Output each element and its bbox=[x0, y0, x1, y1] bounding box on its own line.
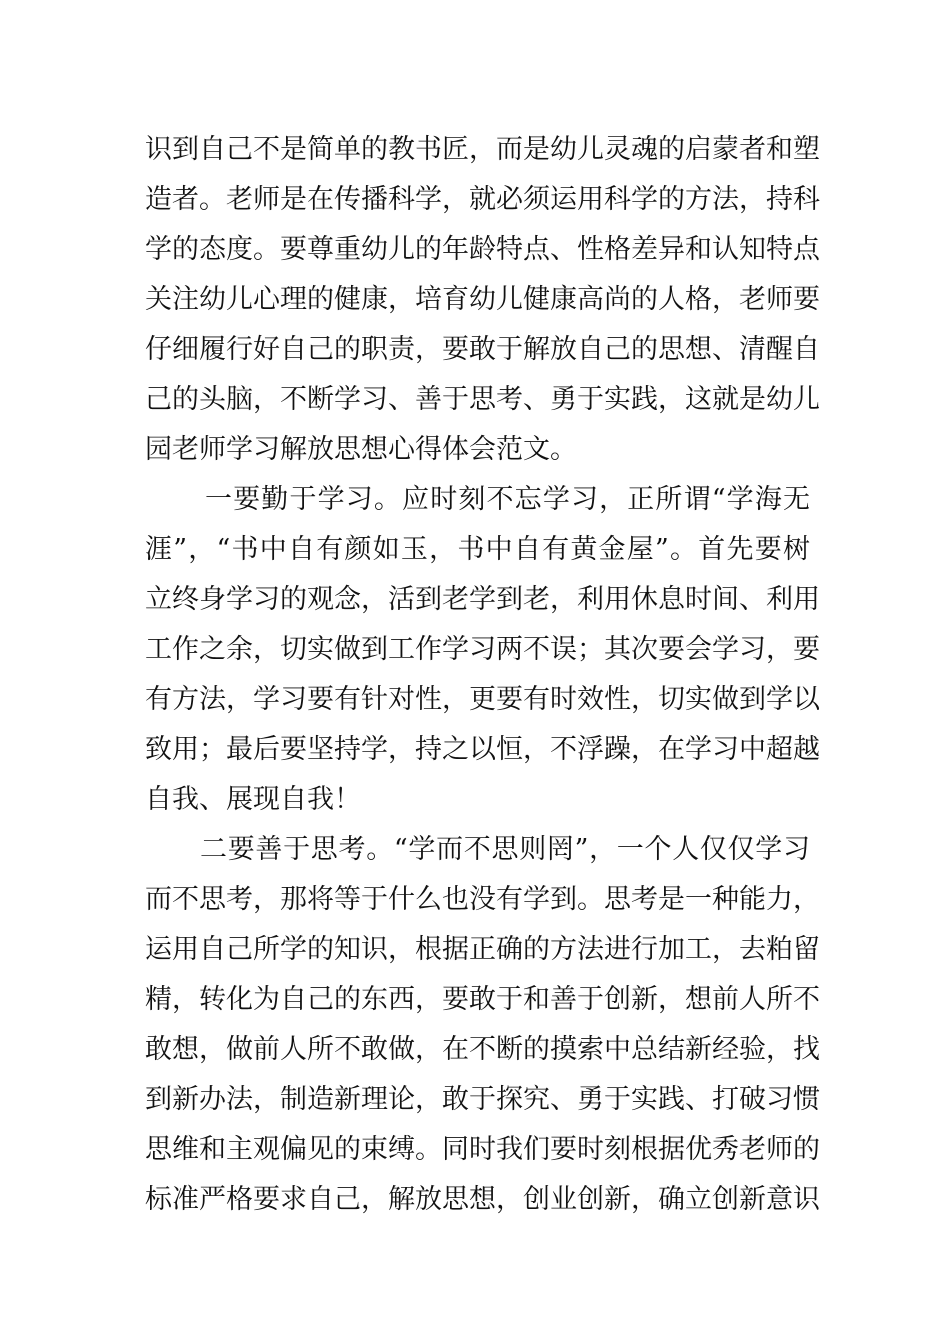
paragraph-first-line: 二要善于思考。“学而不思则罔”，一个人仅仅学习 bbox=[200, 834, 810, 865]
text-line: 运用自己所学的知识，根据正确的方法进行加工，去粕留 bbox=[145, 934, 820, 965]
text-line: 自我、展现自我！ bbox=[145, 784, 361, 815]
text-line: 学的态度。要尊重幼儿的年龄特点、性格差异和认知特点 bbox=[145, 234, 820, 265]
text-line: 关注幼儿心理的健康，培育幼儿健康高尚的人格，老师要 bbox=[145, 284, 820, 315]
text-line: 致用；最后要坚持学，持之以恒，不浮躁，在学习中超越 bbox=[145, 734, 820, 765]
text-line: 造者。老师是在传播科学，就必须运用科学的方法，持科 bbox=[145, 184, 820, 215]
text-line: 园老师学习解放思想心得体会范文。 bbox=[145, 434, 577, 465]
text-line: 工作之余，切实做到工作学习两不误；其次要会学习，要 bbox=[145, 634, 820, 665]
text-line: 仔细履行好自己的职责，要敢于解放自己的思想、清醒自 bbox=[145, 334, 820, 365]
text-line: 涯”，“书中自有颜如玉，书中自有黄金屋”。首先要树 bbox=[145, 534, 810, 565]
text-line: 有方法，学习要有针对性，更要有时效性，切实做到学以 bbox=[145, 684, 820, 715]
text-line: 识到自己不是简单的教书匠，而是幼儿灵魂的启蒙者和塑 bbox=[145, 134, 820, 165]
text-line: 到新办法，制造新理论，敢于探究、勇于实践、打破习惯 bbox=[145, 1084, 820, 1115]
paragraph-first-line: 一要勤于学习。应时刻不忘学习，正所谓“学海无 bbox=[205, 484, 810, 515]
text-line: 标准严格要求自己，解放思想，创业创新，确立创新意识 bbox=[145, 1184, 820, 1215]
text-line: 敢想，做前人所不敢做，在不断的摸索中总结新经验，找 bbox=[145, 1034, 820, 1065]
text-line: 立终身学习的观念，活到老学到老，利用休息时间、利用 bbox=[145, 584, 820, 615]
text-line: 精，转化为自己的东西，要敢于和善于创新，想前人所不 bbox=[145, 984, 820, 1015]
text-line: 而不思考，那将等于什么也没有学到。思考是一种能力， bbox=[145, 884, 820, 915]
text-line: 思维和主观偏见的束缚。同时我们要时刻根据优秀老师的 bbox=[145, 1134, 820, 1165]
text-line: 己的头脑，不断学习、善于思考、勇于实践，这就是幼儿 bbox=[145, 384, 820, 415]
